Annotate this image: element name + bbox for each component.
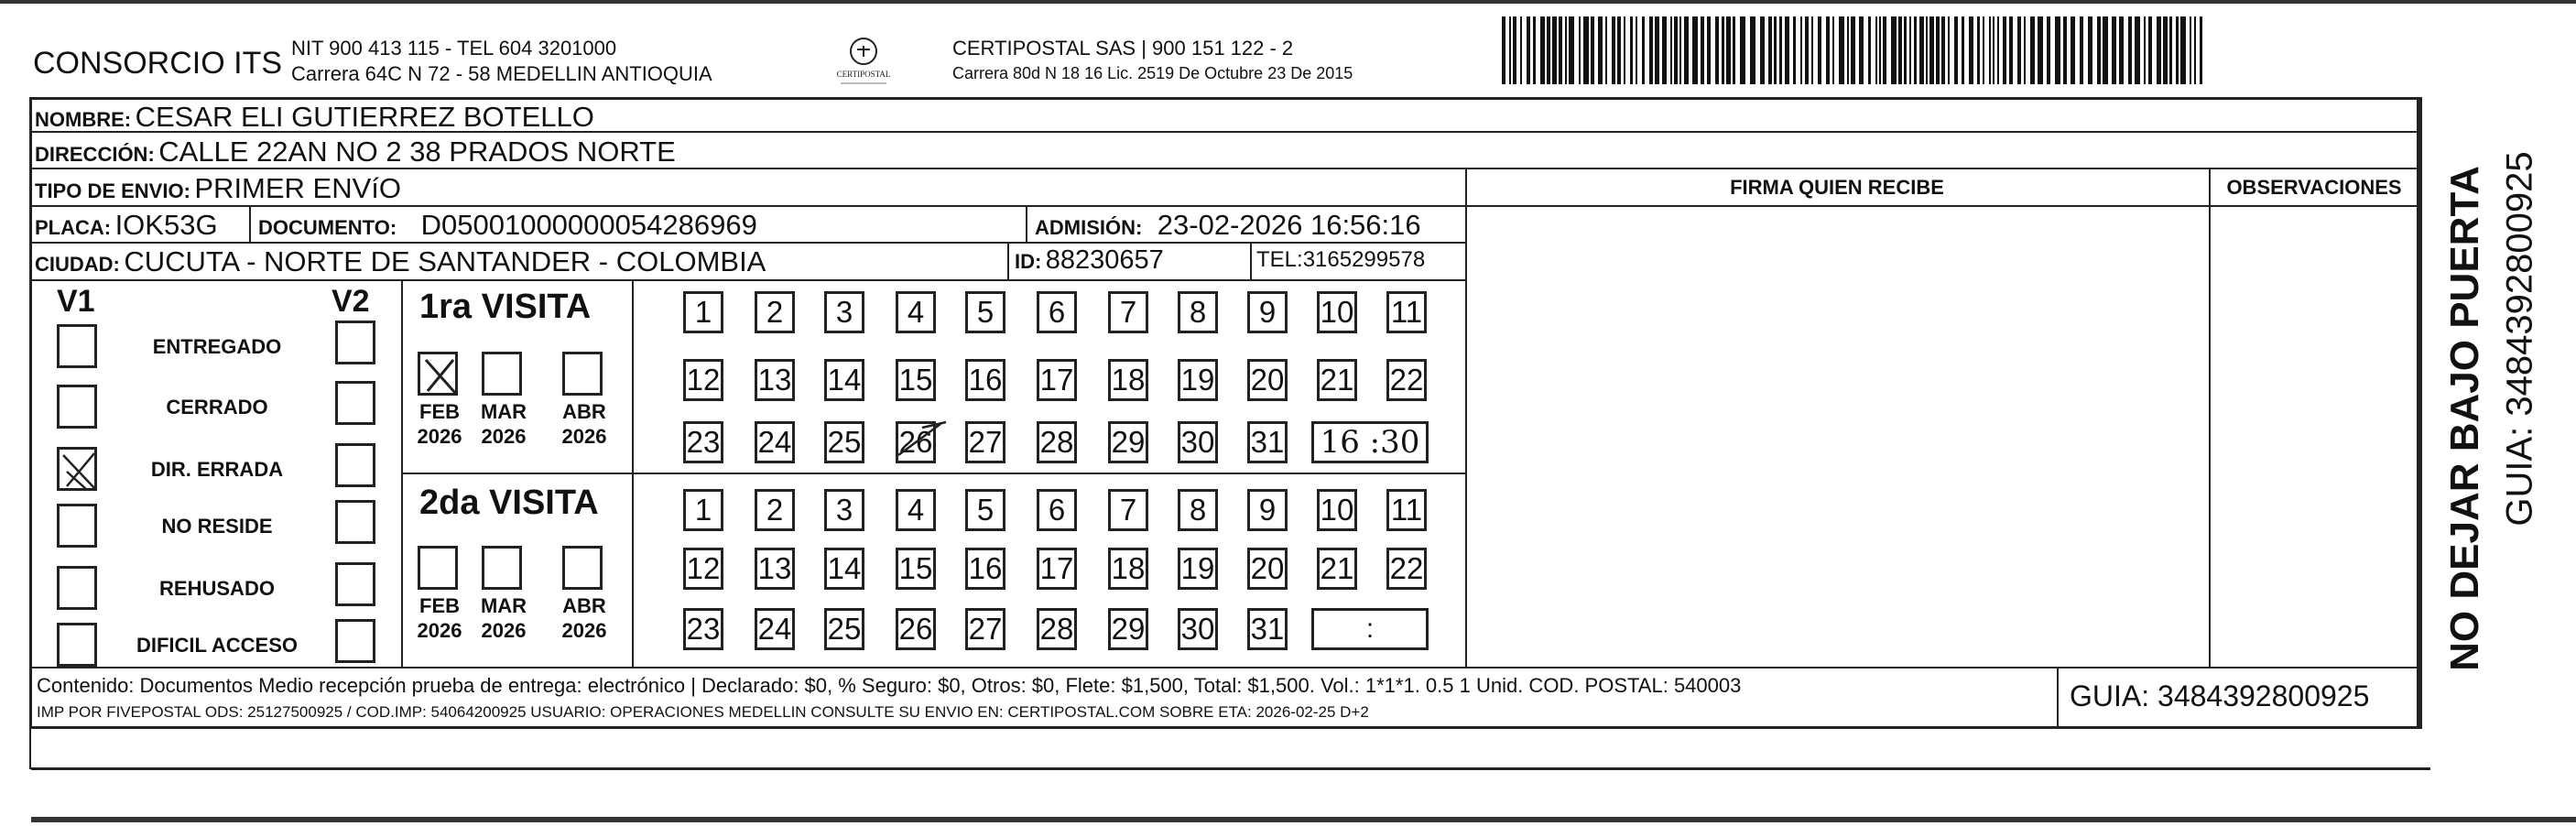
v2-label: V2 [332,284,370,319]
barcode-bar [1540,16,1545,84]
footer-guia: GUIA: 3484392800925 [2070,679,2370,712]
barcode-bar [1559,16,1562,84]
cell-divider [1250,242,1252,279]
barcode-bar [1579,16,1581,84]
day-box[interactable]: 14 [824,548,864,590]
barcode-bar [2144,16,2146,84]
day-box[interactable]: 12 [683,548,723,590]
v1-checkbox[interactable] [57,385,97,429]
nombre-row [35,101,594,134]
barcode-bar [2080,16,2083,84]
barcode-bar [1605,16,1607,84]
tipo-value: PRIMER ENVíO [194,172,402,204]
strike-mark-icon [895,418,950,461]
barcode-bar [1989,16,1991,84]
barcode-bar [1598,16,1603,84]
day-box[interactable]: 6 [1037,489,1077,531]
day-box[interactable]: 20 [1247,548,1288,590]
month-year-label [476,593,531,643]
barcode-bar [1617,16,1621,84]
barcode-bar [1859,16,1864,84]
footer-divider [2057,667,2059,729]
month-label: MAR [480,594,527,617]
signature-header-line [1465,205,2419,207]
visit-separator [401,473,1465,474]
tipo-label: TIPO DE ENVIO: [35,179,190,202]
barcode-bar [1993,16,1994,84]
barcode-bar [2063,16,2067,84]
barcode-bar [1936,16,1940,84]
no-dejar-bajo-puerta: NO DEJAR BAJO PUERTA [2442,166,2487,671]
barcode-bar [1997,16,1999,84]
observaciones-divider [2209,168,2211,667]
month-year-label [412,399,467,449]
documento-row [258,209,757,242]
svg-text:CERTIPOSTAL: CERTIPOSTAL [836,70,891,79]
visit2-title: 2da VISITA [419,484,599,522]
barcode-bar [1701,16,1704,84]
admision-label: ADMISIÓN: [1035,216,1143,239]
scan-edge-top [0,0,2576,4]
barcode-bar [1565,16,1567,84]
time-box[interactable]: : [1311,608,1429,650]
v1-checkbox[interactable] [57,504,97,548]
barcode-bar [1954,16,1958,84]
month-label: ABR [562,594,606,617]
day-box[interactable]: 26 [896,608,936,650]
year-label: 2026 [561,619,607,642]
barcode-bar [1509,16,1511,84]
day-box[interactable]: 31 [1247,421,1288,463]
barcode-bar [1909,16,1911,84]
barcode-bar [1948,16,1950,84]
year-label: 2026 [481,619,527,642]
barcode-bar [1583,16,1589,84]
company-nit: NIT 900 413 115 - TEL 604 3201000 [291,37,617,60]
day-box[interactable]: 2 [755,291,795,333]
day-box[interactable]: 16 [965,359,1005,401]
status-label: DIR. ERRADA [150,458,284,481]
barcode-bar [1591,16,1594,84]
nombre-label: NOMBRE: [35,108,132,131]
day-box[interactable]: 23 [683,421,723,463]
id-label: ID: [1015,250,1042,273]
month-year-label [412,593,467,643]
documento-label: DOCUMENTO: [258,216,397,239]
barcode-bar [2119,16,2124,84]
day-box[interactable]: 5 [965,489,1005,531]
day-box[interactable]: 28 [1037,608,1077,650]
status-label: REHUSADO [159,577,275,600]
day-box[interactable]: 19 [1178,548,1218,590]
barcode-bar [1832,16,1834,84]
barcode-bar [2024,16,2026,84]
barcode-bar [1774,16,1777,84]
barcode-bar [2017,16,2021,84]
frame-right [2419,97,2422,729]
x-mark-icon [420,354,461,398]
barcode-bar [1962,16,1964,84]
barcode-bar [2055,16,2060,84]
ciudad-label: CIUDAD: [35,253,120,276]
nombre-value: CESAR ELI GUTIERREZ BOTELLO [135,101,594,133]
barcode-bar [1649,16,1653,84]
day-box[interactable]: 18 [1108,359,1148,401]
year-label: 2026 [417,619,462,642]
barcode-bar [1533,16,1536,84]
admision-value: 23-02-2026 16:56:16 [1157,209,1421,241]
barcode-bar [2030,16,2035,84]
barcode-bar [2128,16,2132,84]
year-label: 2026 [481,425,527,448]
month-year-label [557,593,612,643]
outer-bottom [31,767,2430,770]
firma-divider [1465,168,1467,667]
barcode-bar [2088,16,2092,84]
tipo-envio-row [35,172,401,205]
day-box[interactable]: 7 [1108,291,1148,333]
month-checkbox-mar[interactable] [482,352,522,396]
day-box[interactable]: 11 [1386,489,1427,531]
month-checkbox-feb[interactable] [418,352,458,396]
barcode-bar [1630,16,1633,84]
day-box[interactable]: 10 [1317,489,1357,531]
barcode-bar [2157,16,2161,84]
barcode-bar [1679,16,1681,84]
day-box[interactable]: 9 [1247,489,1288,531]
barcode-bar [1929,16,1934,84]
barcode-bar [1768,16,1772,84]
ciudad-row [35,245,766,278]
barcode-bar [1707,16,1711,84]
row-divider [29,205,1467,207]
barcode-bar [1513,16,1516,84]
v2-checkbox[interactable] [335,381,375,425]
barcode-bar [1919,16,1924,84]
day-box[interactable]: 8 [1178,291,1218,333]
barcode-bar [1502,16,1505,84]
direccion-label: DIRECCIÓN: [35,143,155,166]
check-mark-icon [60,450,100,494]
placa-label: PLACA: [35,216,112,239]
v1-checkbox[interactable] [57,566,97,610]
id-row [1015,245,1164,276]
time-box[interactable]: 16 :30 [1311,421,1429,463]
barcode-bar [2180,16,2186,84]
day-box[interactable]: 14 [824,359,864,401]
day-box[interactable]: 23 [683,608,723,650]
day-box[interactable]: 9 [1247,291,1288,333]
barcode [1502,16,2207,84]
day-box[interactable]: 27 [965,421,1005,463]
month-label: FEB [419,400,460,423]
v1-checkbox[interactable] [57,447,97,491]
barcode-bar [2047,16,2050,84]
day-box[interactable]: 8 [1178,489,1218,531]
day-box[interactable]: 3 [824,291,864,333]
day-box[interactable]: 24 [755,608,795,650]
barcode-bar [1750,16,1755,84]
barcode-bar [1547,16,1550,84]
status-label: DIFICIL ACCESO [136,634,298,657]
placa-row [35,209,218,242]
certipostal-logo [831,33,896,88]
month-label: ABR [562,400,606,423]
day-box[interactable]: 19 [1178,359,1218,401]
barcode-bar [2163,16,2168,84]
barcode-bar [1826,16,1830,84]
day-box[interactable]: 11 [1386,291,1427,333]
day-box[interactable]: 1 [683,489,723,531]
barcode-bar [2071,16,2075,84]
barcode-bar [1926,16,1928,84]
month-checkbox-abr[interactable] [562,352,603,396]
day-box[interactable]: 5 [965,291,1005,333]
barcode-bar [1818,16,1821,84]
barcode-bar [1805,16,1809,84]
barcode-bar [2038,16,2043,84]
barcode-bar [1983,16,1984,84]
day-box[interactable]: 28 [1037,421,1077,463]
direccion-value: CALLE 22AN NO 2 38 PRADOS NORTE [158,136,676,168]
v2-checkbox[interactable] [335,619,375,663]
tel-value: 3165299578 [1302,247,1426,272]
v1-checkbox[interactable] [57,324,97,368]
barcode-bar [1624,16,1625,84]
barcode-bar [1941,16,1945,84]
barcode-bar [2097,16,2101,84]
footer-line [29,667,2419,668]
barcode-bar [1612,16,1615,84]
day-box[interactable]: 2 [755,489,795,531]
day-box[interactable]: 3 [824,489,864,531]
day-box[interactable]: 30 [1178,421,1218,463]
observaciones-header: OBSERVACIONES [2226,176,2402,199]
day-box[interactable]: 16 [965,548,1005,590]
month-label: MAR [480,400,527,423]
barcode-bar [2103,16,2108,84]
barcode-bar [1636,16,1637,84]
certipostal-nit: CERTIPOSTAL SAS | 900 151 122 - 2 [952,37,1294,60]
barcode-bar [2003,16,2006,84]
day-box[interactable]: 22 [1386,359,1427,401]
barcode-bar [1977,16,1980,84]
v1-checkbox[interactable] [57,623,97,667]
barcode-bar [1674,16,1678,84]
day-box[interactable]: 15 [896,359,936,401]
barcode-bar [2169,16,2172,84]
month-checkbox-feb[interactable] [418,546,458,590]
firma-header: FIRMA QUIEN RECIBE [1730,176,1944,199]
v2-checkbox[interactable] [335,500,375,544]
day-box[interactable]: 18 [1108,548,1148,590]
barcode-bar [1726,16,1731,84]
barcode-bar [1868,16,1871,84]
barcode-bar [2009,16,2013,84]
day-box[interactable]: 4 [896,291,936,333]
barcode-bar [1883,16,1886,84]
barcode-bar [1715,16,1719,84]
barcode-bar [2135,16,2140,84]
day-box[interactable]: 10 [1317,291,1357,333]
v1-label: V1 [57,284,95,319]
outer-left [29,729,31,769]
v2-checkbox[interactable] [335,321,375,364]
year-label: 2026 [417,425,462,448]
barcode-bar [1684,16,1689,84]
tel-row [1256,247,1425,273]
day-box[interactable]: 30 [1178,608,1218,650]
barcode-bar [1569,16,1574,84]
row-divider [29,279,1467,281]
day-box[interactable]: 20 [1247,359,1288,401]
month-checkbox-mar[interactable] [482,546,522,590]
day-box[interactable]: 15 [896,548,936,590]
barcode-bar [1875,16,1877,84]
day-box[interactable]: 13 [755,359,795,401]
month-year-label [476,399,531,449]
barcode-bar [1785,16,1789,84]
day-box[interactable]: 26 [896,421,936,463]
side-guia: GUIA: 3484392800925 [2499,151,2540,527]
scan-edge-bottom [31,817,2576,822]
day-box[interactable]: 1 [683,291,723,333]
barcode-bar [1898,16,1902,84]
barcode-bar [1722,16,1724,84]
barcode-bar [2200,16,2202,84]
day-box[interactable]: 22 [1386,548,1427,590]
day-box[interactable]: 4 [896,489,936,531]
v2-checkbox[interactable] [335,562,375,606]
barcode-bar [1847,16,1849,84]
day-box[interactable]: 17 [1037,548,1077,590]
footer-imp: IMP POR FIVEPOSTAL ODS: 25127500925 / COD.IMP: 54064200925 USUARIO: OPERACIONES MEDELLIN CONSULTE SU ENVIO EN: CERTIPOSTAL.COM SOBRE ETA: 2026-02-25 D+2 [37,703,1369,721]
barcode-bar [1879,16,1881,84]
barcode-bar [1662,16,1667,84]
day-box[interactable]: 21 [1317,359,1357,401]
barcode-bar [2190,16,2191,84]
day-box[interactable]: 12 [683,359,723,401]
cell-divider [1007,242,1009,279]
status-label: NO RESIDE [161,515,273,538]
day-box[interactable]: 7 [1108,489,1148,531]
day-box[interactable]: 13 [755,548,795,590]
certipostal-address: Carrera 80d N 18 16 Lic. 2519 De Octubre 23 De 2015 [952,64,1353,82]
barcode-bar [1779,16,1782,84]
cell-divider [249,205,251,242]
barcode-bar [1914,16,1917,84]
barcode-bar [1552,16,1557,84]
barcode-bar [1969,16,1973,84]
day-box[interactable]: 25 [824,608,864,650]
ciudad-value: CUCUTA - NORTE DE SANTANDER - COLOMBIA [124,245,766,277]
visit1-title: 1ra VISITA [419,288,592,326]
barcode-bar [2176,16,2179,84]
barcode-bar [1851,16,1855,84]
barcode-bar [1904,16,1907,84]
day-box[interactable]: 21 [1317,548,1357,590]
barcode-bar [1733,16,1735,84]
day-box[interactable]: 6 [1037,291,1077,333]
month-year-label [557,399,612,449]
barcode-bar [1670,16,1672,84]
admision-row [1035,209,1421,242]
placa-value: IOK53G [114,209,218,241]
observaciones-area[interactable] [2212,209,2416,663]
footer-content: Contenido: Documentos Medio recepción prueba de entrega: electrónico | Declarado: $0, % Seguro: $0, Otros: $0, Flete: $1,500, Total: $1,500. Vol.: 1*1*1. 0.5 1 Unid. COD. POSTAL: 540003 [37,674,1742,697]
day-box[interactable]: 24 [755,421,795,463]
barcode-bar [1692,16,1698,84]
day-box[interactable]: 25 [824,421,864,463]
barcode-bar [2194,16,2196,84]
barcode-bar [1527,16,1530,84]
direccion-row [35,136,676,168]
company-name: CONSORCIO ITS [33,46,283,81]
barcode-bar [1520,16,1522,84]
barcode-bar [2148,16,2152,84]
status-label: CERRADO [166,396,268,418]
barcode-bar [1655,16,1659,84]
barcode-bar [1793,16,1796,84]
id-value: 88230657 [1045,245,1164,275]
cell-divider [1026,205,1027,242]
month-checkbox-abr[interactable] [562,546,603,590]
v2-checkbox[interactable] [335,443,375,487]
barcode-bar [1642,16,1645,84]
documento-value: D05001000000054286969 [420,209,757,241]
tel-label: TEL: [1256,247,1303,272]
barcode-bar [1760,16,1765,84]
firma-area[interactable] [1469,209,2205,663]
barcode-bar [1800,16,1802,84]
day-box[interactable]: 31 [1247,608,1288,650]
day-box[interactable]: 29 [1108,608,1148,650]
barcode-bar [1891,16,1897,84]
barcode-bar [1740,16,1745,84]
month-label: FEB [419,594,460,617]
status-label: ENTREGADO [152,335,282,358]
year-label: 2026 [561,425,607,448]
barcode-bar [1811,16,1813,84]
barcode-bar [2112,16,2116,84]
company-address: Carrera 64C N 72 - 58 MEDELLIN ANTIOQUIA [291,62,712,85]
day-box[interactable]: 27 [965,608,1005,650]
barcode-bar [1839,16,1844,84]
day-box[interactable]: 29 [1108,421,1148,463]
day-box[interactable]: 17 [1037,359,1077,401]
